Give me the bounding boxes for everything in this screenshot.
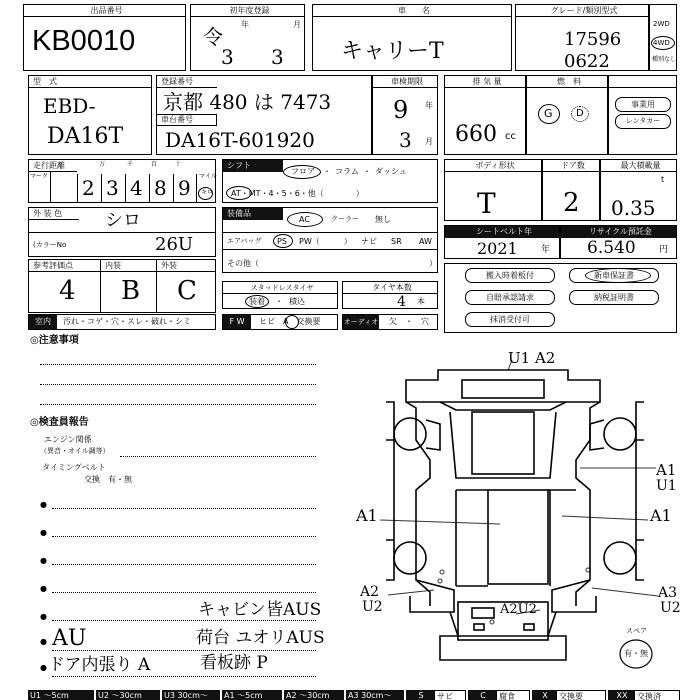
diagram-light-2 bbox=[524, 624, 534, 630]
studless-loaded: 積込 bbox=[289, 297, 305, 306]
diagram-mark-top: U1 A2 bbox=[508, 349, 556, 367]
drive-4wd: 4WD bbox=[653, 39, 670, 47]
interior-bar bbox=[28, 314, 216, 330]
diagram-mark-right2: A1 bbox=[650, 506, 672, 525]
inspection-label: 車検期限 bbox=[373, 76, 437, 88]
bullet-6: ● bbox=[40, 637, 47, 646]
first-reg-year-unit: 年 bbox=[241, 20, 249, 29]
tires-unit: 本 bbox=[417, 297, 425, 306]
diagram-light bbox=[474, 624, 484, 630]
model-label: 型 式 bbox=[29, 76, 151, 88]
fuel-box bbox=[526, 75, 608, 155]
recycle-unit: 円 bbox=[659, 245, 669, 255]
equip-ac: AC bbox=[299, 215, 310, 224]
registration-box bbox=[156, 75, 372, 155]
handwriting-door: ドア内張り A bbox=[48, 655, 151, 675]
bullet-2: ● bbox=[40, 528, 47, 537]
shift-dash: ダッシュ bbox=[375, 167, 407, 176]
score-interior: B bbox=[121, 276, 141, 306]
handwriting-au: AU bbox=[52, 626, 87, 651]
fw-a-circle bbox=[285, 315, 299, 329]
displacement-unit: cc bbox=[505, 131, 516, 142]
diagram-damage-line-left1 bbox=[380, 520, 500, 524]
first-reg-era: 令 bbox=[203, 25, 223, 49]
bodytype-value: T bbox=[477, 187, 496, 220]
shift-sep-2: ・ bbox=[363, 167, 371, 176]
diagram-damage-line-right2 bbox=[562, 516, 648, 520]
diagram-plate bbox=[472, 608, 494, 618]
score-box bbox=[28, 259, 216, 313]
grade-value-2: 0622 bbox=[564, 51, 610, 72]
report-line-2 bbox=[52, 536, 316, 537]
bodytype-box bbox=[444, 159, 542, 221]
mileage-digit-5: 9 bbox=[178, 176, 191, 200]
loadcap-unit: t bbox=[661, 175, 665, 184]
score-overall-cell bbox=[29, 260, 101, 312]
equip-box bbox=[222, 207, 438, 273]
inspection-month-unit: 月 bbox=[425, 137, 433, 146]
engine-label: エンジン関係 bbox=[44, 435, 92, 444]
tires-box bbox=[342, 281, 438, 309]
diagram-side-left bbox=[386, 402, 394, 580]
first-reg-box bbox=[190, 4, 305, 71]
equip-pw: PW（ ） bbox=[299, 237, 352, 246]
score-overall-label: 参考評価点 bbox=[29, 260, 100, 272]
model-box bbox=[28, 75, 152, 155]
studless-label: スタッドレスタイヤ bbox=[223, 282, 337, 294]
color-value: シロ bbox=[105, 210, 141, 231]
diagram-mirror-left bbox=[426, 420, 440, 450]
car-name-label: 車 名 bbox=[313, 5, 511, 17]
diagram-mark-left2b: U2 bbox=[362, 599, 383, 615]
inspection-box bbox=[372, 75, 438, 155]
diagram-wheel-rl bbox=[394, 542, 426, 574]
usage-business: 事業用 bbox=[615, 97, 671, 112]
tires-value: 4 bbox=[397, 294, 406, 310]
model-value-2: DA16T bbox=[47, 124, 124, 149]
note-line-3 bbox=[40, 404, 316, 405]
score-interior-label: 内装 bbox=[101, 260, 156, 272]
interior-text: 汚れ・コゲ・穴・スレ・破れ・シミ bbox=[63, 317, 191, 326]
doc-3: 自賠承認請求 bbox=[465, 290, 555, 305]
displacement-value: 660 bbox=[455, 122, 497, 147]
inspection-month: 3 bbox=[399, 128, 412, 152]
registration-value: 京都 480 は 7473 bbox=[163, 90, 332, 114]
doc-2-circle bbox=[585, 268, 651, 283]
drive-none: 種別なし bbox=[652, 56, 677, 63]
diagram-spare-option: 有・無 bbox=[624, 649, 648, 658]
legend-x-text: 交換要 bbox=[556, 690, 606, 700]
equip-aw: AW bbox=[419, 237, 432, 246]
mileage-unit-miles: マイル bbox=[199, 173, 217, 180]
mileage-digit-1: 2 bbox=[82, 176, 95, 200]
color-code: 26U bbox=[155, 234, 194, 255]
score-exterior-cell bbox=[157, 260, 215, 312]
equip-none: 無し bbox=[375, 215, 391, 224]
legend-a1-code: A1 ～5cm bbox=[222, 690, 282, 700]
report-line-3 bbox=[52, 564, 316, 565]
inspector-title: ◎検査員報告 bbox=[30, 417, 89, 428]
displacement-box bbox=[444, 75, 526, 155]
studless-mounted: 装着 bbox=[249, 297, 265, 306]
diagram-wheel-fr bbox=[604, 418, 636, 450]
bullet-1: ● bbox=[40, 500, 47, 509]
fw-label: F W bbox=[223, 315, 251, 329]
equip-airbag: エアバッグ bbox=[227, 237, 262, 245]
diagram-damage-line-right3 bbox=[592, 588, 658, 596]
report-line-4 bbox=[52, 592, 316, 593]
bullet-3: ● bbox=[40, 556, 47, 565]
inspection-year-unit: 年 bbox=[425, 101, 433, 110]
first-reg-label: 初年度登録 bbox=[191, 5, 304, 17]
diagram-mark-right3b: U2 bbox=[660, 600, 681, 616]
recycle-label: リサイクル預託金 bbox=[561, 226, 676, 238]
first-reg-month: 3 bbox=[271, 45, 284, 69]
docs-box bbox=[444, 263, 677, 333]
doors-value: 2 bbox=[563, 188, 580, 218]
vehicle-diagram bbox=[330, 340, 700, 690]
fuel-label: 燃 料 bbox=[527, 76, 607, 88]
first-reg-month-unit: 月 bbox=[293, 20, 301, 29]
mileage-marker-label: マーク bbox=[30, 173, 49, 180]
shift-floor: フロア bbox=[291, 167, 315, 176]
diagram-cab-roof bbox=[462, 380, 544, 398]
handwriting-bed: 荷台 ユオリAUS bbox=[196, 628, 325, 648]
mileage-digit-2: 3 bbox=[106, 176, 119, 200]
loadcap-label: 最大積載量 bbox=[601, 160, 676, 172]
usage-label: 用途 bbox=[609, 76, 676, 88]
car-name-box bbox=[312, 4, 512, 71]
diagram-mirror-right bbox=[590, 420, 604, 450]
legend-u3-code: U3 30cm～ bbox=[162, 690, 220, 700]
diagram-mark-right1b: U1 bbox=[656, 478, 677, 494]
score-exterior: C bbox=[177, 276, 197, 306]
interior-label: 室内 bbox=[29, 315, 57, 329]
lot-number: KB0010 bbox=[32, 25, 136, 57]
diagram-damage-dot-4 bbox=[490, 620, 494, 624]
equip-label: 装備品 bbox=[223, 208, 283, 220]
diagram-mark-right3: A3 bbox=[658, 585, 678, 601]
legend-c-text: 腐食 bbox=[496, 690, 530, 700]
inspection-year: 9 bbox=[393, 96, 409, 124]
diagram-bed bbox=[488, 490, 548, 584]
diagram-wheel-rr bbox=[604, 542, 636, 574]
usage-box bbox=[608, 75, 677, 155]
equip-ps: PS bbox=[277, 237, 287, 246]
legend-u1-code: U1 ～5cm bbox=[28, 690, 94, 700]
seatbelt-value: 2021 bbox=[477, 239, 518, 258]
legend-c-code: C bbox=[468, 690, 496, 700]
mileage-box bbox=[28, 159, 216, 203]
diagram-damage-dot-2 bbox=[438, 579, 442, 583]
grade-box bbox=[515, 4, 649, 71]
lot-box bbox=[23, 4, 186, 71]
mileage-marker bbox=[29, 172, 51, 202]
shift-options: AT・MT・4・5・6・他（ ） bbox=[231, 189, 364, 198]
recycle-value: 6.540 bbox=[587, 238, 636, 258]
diagram-windshield bbox=[440, 402, 566, 410]
car-name-value: キャリーT bbox=[341, 39, 444, 64]
shift-column: コラム bbox=[335, 167, 359, 176]
diagram-spare-label: スペア bbox=[626, 627, 647, 635]
diagram-mark-right1: A1 bbox=[656, 461, 677, 479]
grade-label: グレード/類別型式 bbox=[516, 5, 648, 17]
first-reg-year: 3 bbox=[221, 45, 234, 69]
doors-box bbox=[542, 159, 600, 221]
handwriting-sign: 看板跡 P bbox=[200, 653, 268, 673]
studless-sep: ・ bbox=[275, 297, 283, 306]
score-interior-cell bbox=[101, 260, 157, 312]
studless-box bbox=[222, 281, 338, 309]
legend-x-code: X bbox=[532, 690, 556, 700]
diagram-mark-left1: A1 bbox=[356, 506, 378, 525]
diagram-cab-roof-panel bbox=[472, 412, 534, 474]
fuel-g: G bbox=[544, 107, 553, 120]
fw-bar bbox=[222, 314, 338, 330]
notes-title: ◎注意事項 bbox=[30, 335, 79, 346]
diagram-rear bbox=[440, 612, 566, 660]
loadcap-box bbox=[600, 159, 677, 221]
usage-rental: レンタカー bbox=[615, 114, 671, 129]
doors-label: ドア数 bbox=[543, 160, 599, 172]
doc-1: 搬入時着板付 bbox=[465, 268, 555, 283]
model-value-1: EBD- bbox=[43, 94, 96, 118]
mileage-km-circle bbox=[198, 187, 213, 200]
equip-other: その他（ bbox=[227, 259, 259, 268]
diagram-damage-line-left2 bbox=[388, 590, 434, 595]
drive-2wd: 2WD bbox=[653, 20, 670, 28]
report-line-6 bbox=[52, 650, 316, 651]
equip-sr: SR bbox=[391, 237, 402, 246]
doc-2: 新車保証書 bbox=[569, 268, 659, 283]
engine-sub: （異音・オイル調等） bbox=[40, 447, 110, 455]
diagram-bed-sides bbox=[456, 490, 576, 586]
diagram-mark-rear: A2U2 bbox=[500, 602, 537, 617]
shift-box bbox=[222, 159, 438, 203]
grade-value-1: 17596 bbox=[564, 29, 622, 50]
report-line-5 bbox=[52, 620, 316, 621]
legend-s-code: S bbox=[406, 690, 434, 700]
engine-line bbox=[120, 456, 316, 457]
audio-text: 欠 ・ 穴 bbox=[389, 317, 429, 326]
timing-label: タイミングベルト bbox=[42, 463, 106, 472]
legend-a3-code: A3 30cm～ bbox=[346, 690, 404, 700]
drive-box bbox=[649, 4, 677, 71]
shift-sep-1: ・ bbox=[323, 167, 331, 176]
mileage-unit-2: 千 bbox=[127, 161, 134, 168]
tires-label: タイヤ本数 bbox=[343, 282, 437, 294]
equip-navi: ナビ bbox=[361, 237, 377, 246]
mileage-unit-km: キロ bbox=[201, 189, 214, 196]
score-exterior-label: 外装 bbox=[157, 260, 215, 272]
mileage-digit-3: 4 bbox=[130, 176, 143, 200]
diagram-body-upper bbox=[406, 402, 600, 606]
bullet-5: ● bbox=[40, 612, 47, 621]
mileage-unit-1: 万 bbox=[99, 161, 106, 168]
registration-label: 登録番号 bbox=[157, 76, 217, 88]
diagram-cab-sides bbox=[450, 412, 556, 478]
bullet-4: ● bbox=[40, 584, 47, 593]
legend-xx-code: XX bbox=[608, 690, 634, 700]
chassis-label: 車台番号 bbox=[157, 114, 217, 126]
lot-label: 出品番号 bbox=[24, 5, 185, 17]
legend-s-text: サビ bbox=[434, 690, 466, 700]
shift-label: シフト bbox=[223, 160, 283, 172]
seatbelt-unit: 年 bbox=[541, 245, 551, 255]
recycle-box bbox=[560, 225, 677, 259]
legend-xx-text: 交換済 bbox=[634, 690, 680, 700]
seatbelt-box bbox=[444, 225, 560, 259]
displacement-label: 排 気 量 bbox=[445, 76, 525, 88]
equip-cooler: クーラー bbox=[331, 215, 359, 223]
audio-label: オーディオ bbox=[343, 315, 379, 329]
mileage-unit-4: 十 bbox=[175, 161, 182, 168]
diagram-wheel-fl bbox=[394, 418, 426, 450]
bullet-7: ● bbox=[40, 663, 47, 672]
loadcap-value: 0.35 bbox=[611, 196, 656, 220]
doc-5: 抹消受付可 bbox=[465, 312, 555, 327]
color-box bbox=[28, 207, 216, 257]
mileage-digit-4: 8 bbox=[154, 176, 167, 200]
timing-sub: 交換 有・無 bbox=[84, 475, 132, 484]
legend-a2-code: A2 ～30cm bbox=[284, 690, 344, 700]
diagram-damage-dot-1 bbox=[440, 570, 444, 574]
fuel-d: D bbox=[576, 108, 584, 119]
seatbelt-label: シートベルト年 bbox=[445, 226, 559, 238]
score-overall: 4 bbox=[59, 276, 76, 306]
color-code-label: (カラーNo bbox=[33, 241, 67, 249]
diagram-mark-left2: A2 bbox=[360, 584, 380, 600]
audio-bar bbox=[342, 314, 438, 330]
note-line-2 bbox=[40, 384, 316, 385]
equip-other-close: ） bbox=[429, 259, 437, 268]
color-label: 外 装 色 bbox=[29, 208, 79, 220]
report-line-7 bbox=[52, 676, 316, 677]
diagram-side-right bbox=[636, 402, 644, 580]
legend-u2-code: U2 ～30cm bbox=[96, 690, 160, 700]
bodytype-label: ボディ形状 bbox=[445, 160, 541, 172]
chassis-value: DA16T-601920 bbox=[165, 128, 315, 152]
color-divider bbox=[29, 232, 215, 233]
handwriting-cabin: キャビン皆AUS bbox=[198, 600, 322, 620]
report-line-1 bbox=[52, 508, 316, 509]
doc-4: 納税証明書 bbox=[569, 290, 659, 305]
mileage-unit-3: 百 bbox=[151, 161, 158, 168]
mileage-label: 走行距離 bbox=[29, 160, 77, 172]
note-line-1 bbox=[40, 364, 316, 365]
fw-text: ヒビ A 交換要 bbox=[259, 317, 321, 326]
